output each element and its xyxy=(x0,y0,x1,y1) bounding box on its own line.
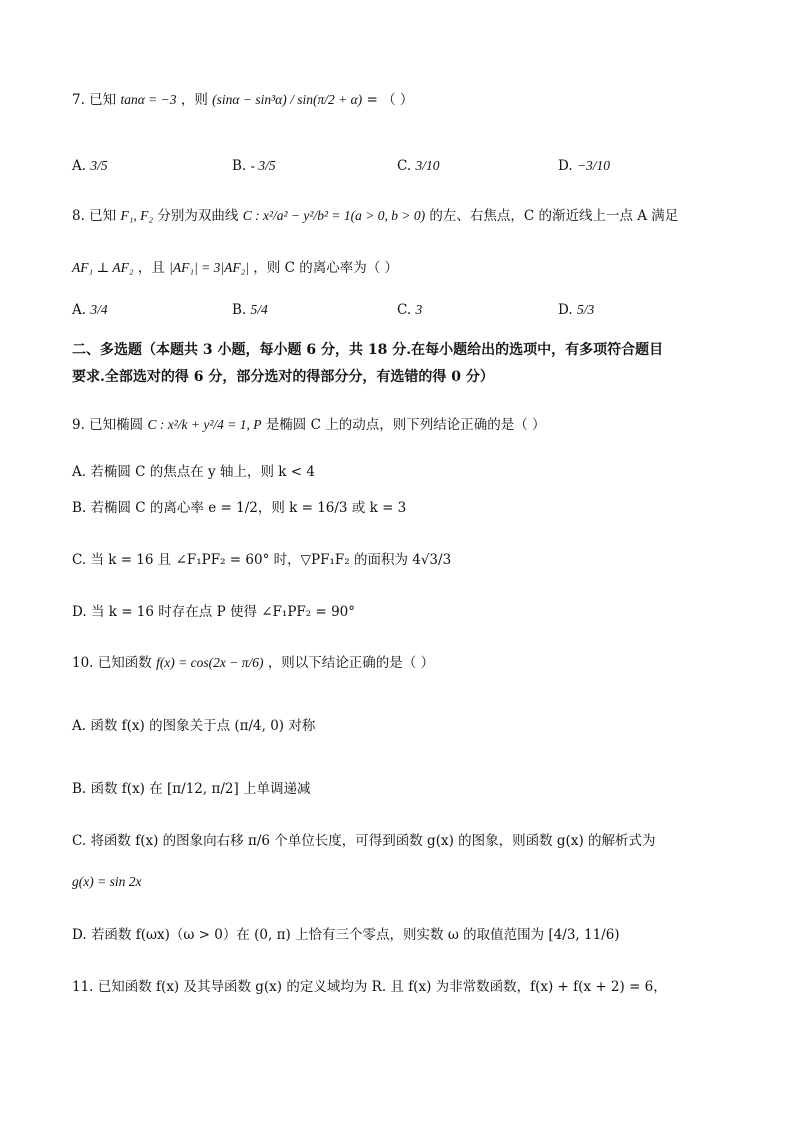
q9-option-a xyxy=(72,462,754,482)
q7-expression: (sinα − sin³α) / sin(π/2 + α) xyxy=(212,92,363,107)
question-10-stem xyxy=(72,653,754,673)
option-label: C. xyxy=(397,158,412,174)
question-7-stem xyxy=(72,90,754,110)
q10-tail: ，则以下结论正确的是（ ） xyxy=(267,655,435,671)
option-label: D. xyxy=(72,604,87,620)
q8-curve: C : x²/a² − y²/b² = 1(a > 0, b > 0) xyxy=(242,208,426,223)
q7-option-c xyxy=(397,156,439,176)
q8-lead: 8. 已知 xyxy=(72,208,117,224)
question-11-stem: 11. 已知函数 f(x) 及其导函数 g(x) 的定义域均为 R. 且 f(x) 为非常数函数，f(x) + f(x + 2) = 6， xyxy=(72,979,667,995)
question-9-stem xyxy=(72,415,754,435)
q8-equation: |AF₁| = 3|AF₂| xyxy=(169,260,249,275)
option-label: C. xyxy=(72,552,87,568)
option-text: 若函数 f(ωx)（ω > 0）在 (0, π) 上恰有三个零点，则实数 ω 的取值范围为 [4/3, 11/6) xyxy=(90,927,620,943)
option-label: A. xyxy=(72,302,87,318)
option-label: A. xyxy=(72,158,87,174)
option-label: D. xyxy=(72,927,87,943)
q7-lead: 7. 已知 xyxy=(72,92,117,108)
q7-tail: = （ ） xyxy=(366,92,414,108)
option-label: A. xyxy=(72,718,87,734)
option-label: D. xyxy=(558,158,573,174)
q10-option-a xyxy=(72,716,754,736)
q7-option-d xyxy=(558,156,610,176)
option-value: 3/5 xyxy=(90,158,108,173)
question-8-stem-line2 xyxy=(72,258,754,278)
option-value: 5/4 xyxy=(250,302,268,317)
option-value: 5/3 xyxy=(576,302,595,317)
option-label: C. xyxy=(397,302,412,318)
section-2-heading-line2: 要求.全部选对的得 6 分，部分选对的得部分分，有选错的得 0 分） xyxy=(72,369,494,385)
q10-lead: 10. 已知函数 xyxy=(72,655,152,671)
option-text: g(x) = sin 2x xyxy=(72,874,142,889)
option-label: D. xyxy=(558,302,573,318)
option-value: - 3/5 xyxy=(250,158,276,173)
option-text: 若椭圆 C 的离心率 e = 1/2，则 k = 16/3 或 k = 3 xyxy=(90,500,407,516)
section-2-heading-line1: 二、多选题（本题共 3 小题，每小题 6 分，共 18 分.在每小题给出的选项中，有多项符合题目 xyxy=(72,342,664,358)
option-label: B. xyxy=(72,500,87,516)
q9-option-d xyxy=(72,602,754,622)
option-text: 函数 f(x) 在 [π/12, π/2] 上单调递减 xyxy=(90,781,311,797)
q8-foci: F₁, F₂ xyxy=(120,208,154,223)
option-text: 当 k = 16 时存在点 P 使得 ∠F₁PF₂ = 90° xyxy=(90,604,356,620)
option-label: B. xyxy=(72,781,87,797)
option-text: 当 k = 16 且 ∠F₁PF₂ = 60° 时，▽PF₁F₂ 的面积为 4√3/3 xyxy=(90,552,452,568)
option-text: 函数 f(x) 的图象关于点 (π/4, 0) 对称 xyxy=(90,718,316,734)
q8-tail2: ，则 C 的离心率为（ ） xyxy=(253,260,398,276)
q7-condition: tanα = −3 xyxy=(120,92,177,107)
option-value: 3/4 xyxy=(90,302,108,317)
q8-option-c xyxy=(397,300,422,320)
q9-tail: 是椭圆 C 上的动点，则下列结论正确的是（ ） xyxy=(265,417,546,433)
q9-option-c xyxy=(72,550,754,570)
q8-option-b xyxy=(232,300,268,320)
option-value: 3 xyxy=(415,302,423,317)
option-text: 若椭圆 C 的焦点在 y 轴上，则 k < 4 xyxy=(90,464,315,480)
q8-tail: 的左、右焦点，C 的渐近线上一点 A 满足 xyxy=(429,208,679,224)
option-label: C. xyxy=(72,833,87,849)
q8-condition: AF₁ ⊥ AF₂ xyxy=(72,260,134,275)
option-value: −3/10 xyxy=(576,158,611,173)
q10-option-c xyxy=(72,831,754,851)
q9-curve: C : x²/k + y²/4 = 1, P xyxy=(147,417,262,432)
option-value: 3/10 xyxy=(415,158,440,173)
question-8-stem-line1 xyxy=(72,206,754,226)
q8-option-d xyxy=(558,300,594,320)
option-label: B. xyxy=(232,158,247,174)
q10-option-d xyxy=(72,925,754,945)
option-label: A. xyxy=(72,464,87,480)
q7-option-b xyxy=(232,156,276,176)
q10-function: f(x) = cos(2x − π/6) xyxy=(156,655,264,670)
option-text: 将函数 f(x) 的图象向右移 π/6 个单位长度，可得到函数 g(x) 的图象，则函数 g(x) 的解析式为 xyxy=(90,833,656,849)
q10-option-c-continuation xyxy=(72,872,754,892)
q7-mid: ，则 xyxy=(180,92,208,108)
option-label: B. xyxy=(232,302,247,318)
q8-mid: 分别为双曲线 xyxy=(157,208,239,224)
q8-mid2: ，且 xyxy=(137,260,165,276)
q7-option-a xyxy=(72,156,108,176)
q9-lead: 9. 已知椭圆 xyxy=(72,417,144,433)
q10-option-b xyxy=(72,779,754,799)
q9-option-b xyxy=(72,498,754,518)
q8-option-a xyxy=(72,300,108,320)
